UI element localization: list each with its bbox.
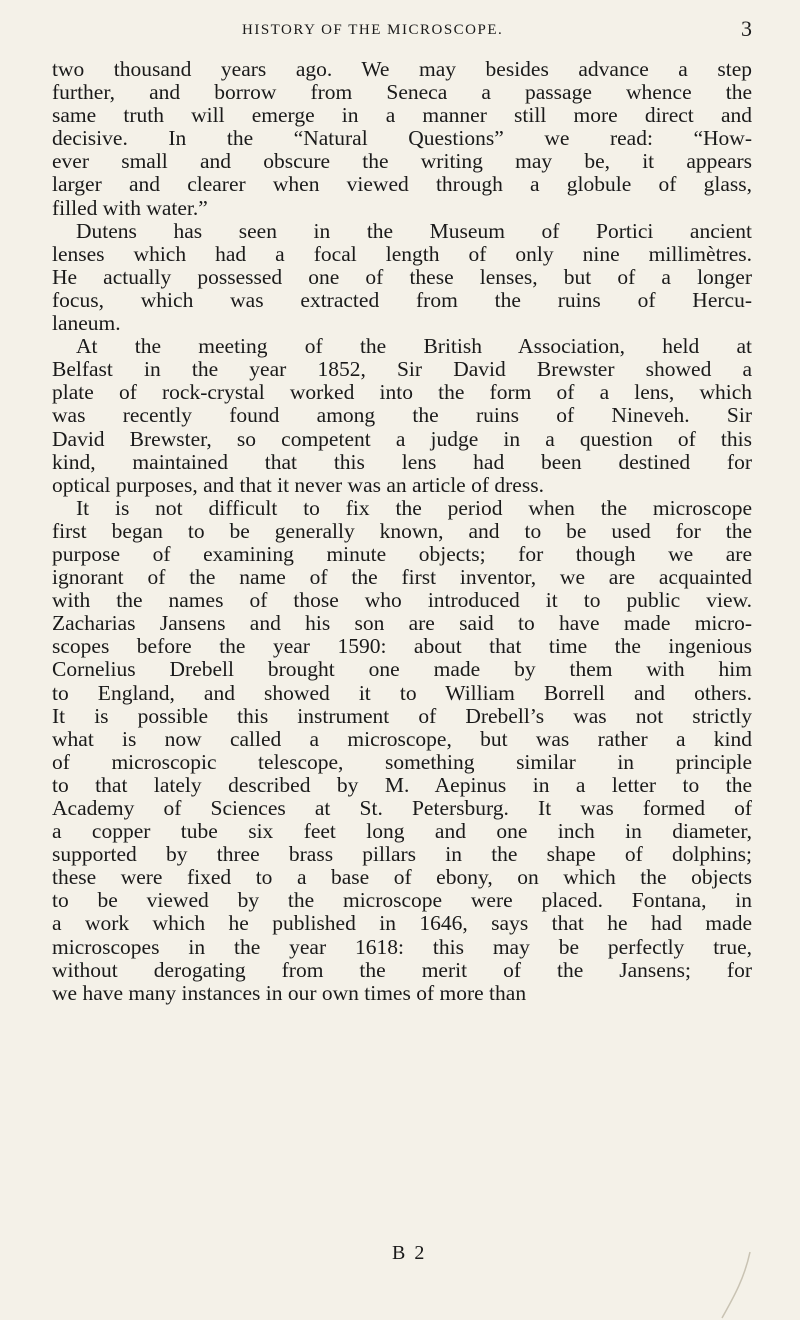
text-line: what is now called a microscope, but was rather a kind bbox=[52, 727, 752, 751]
signature-mark: B 2 bbox=[392, 1242, 427, 1264]
text-line: these were fixed to a base of ebony, on which the objects bbox=[52, 866, 752, 890]
paragraph bbox=[52, 220, 752, 335]
text-line: larger and clearer when viewed through a globule of glass, bbox=[52, 173, 752, 197]
text-line: laneum. bbox=[52, 312, 121, 336]
text-line: a work which he published in 1646, says that he had made bbox=[52, 912, 752, 936]
text-line: plate of rock-crystal worked into the form of a lens, which bbox=[52, 381, 752, 405]
text-line: further, and borrow from Seneca a passage whence the bbox=[52, 81, 752, 105]
text-line: ever small and obscure the writing may be, it appears bbox=[52, 150, 752, 174]
text-line: Dutens has seen in the Museum of Portici ancient bbox=[76, 219, 752, 243]
text-line: purpose of examining minute objects; for though we are bbox=[52, 542, 752, 566]
paragraph bbox=[52, 497, 752, 1005]
text-line: Cornelius Drebell brought one made by them with him bbox=[52, 658, 752, 682]
text-line: filled with water.” bbox=[52, 196, 208, 220]
body-text bbox=[52, 58, 752, 1005]
text-line: focus, which was extracted from the ruins of Hercu- bbox=[52, 288, 752, 312]
text-line: Belfast in the year 1852, Sir David Brewster showed a bbox=[52, 358, 752, 382]
text-line: supported by three brass pillars in the shape of dolphins; bbox=[52, 843, 752, 867]
text-line: Academy of Sciences at St. Petersburg. It was formed of bbox=[52, 797, 752, 820]
text-line: to England, and showed it to William Borrell and others. bbox=[52, 681, 752, 705]
page-number: 3 bbox=[741, 16, 752, 41]
text-line: microscopes in the year 1618: this may be perfectly true, bbox=[52, 935, 752, 959]
text-line: two thousand years ago. We may besides advance a step bbox=[52, 58, 752, 81]
text-line: first began to be generally known, and to be used for the bbox=[52, 519, 752, 543]
text-line: ignorant of the name of the first inventor, we are acquainted bbox=[52, 566, 752, 590]
text-line: to be viewed by the microscope were placed. Fontana, in bbox=[52, 889, 752, 913]
text-line: we have many instances in our own times of more than bbox=[52, 981, 527, 1005]
text-line: Zacharias Jansens and his son are said to have made micro- bbox=[52, 612, 752, 636]
running-title: HISTORY OF THE MICROSCOPE. bbox=[242, 22, 504, 38]
text-line: to that lately described by M. Aepinus in a letter to the bbox=[52, 773, 752, 797]
text-line: lenses which had a focal length of only nine millimètres. bbox=[52, 242, 752, 266]
paragraph bbox=[52, 335, 752, 497]
text-line: with the names of those who introduced it to public view. bbox=[52, 589, 752, 613]
running-head bbox=[52, 10, 752, 46]
text-line: scopes before the year 1590: about that time the ingenious bbox=[52, 635, 752, 659]
paragraph bbox=[52, 58, 752, 220]
text-line: was recently found among the ruins of Nineveh. Sir bbox=[52, 404, 752, 428]
text-line: same truth will emerge in a manner still more direct and bbox=[52, 104, 752, 128]
text-line: kind, maintained that this lens had been destined for bbox=[52, 450, 752, 474]
text-line: decisive. In the “Natural Questions” we read: “How- bbox=[52, 127, 752, 151]
text-line: It is possible this instrument of Drebell’s was not strictly bbox=[52, 704, 752, 728]
text-line: of microscopic telescope, something similar in principle bbox=[52, 750, 752, 774]
text-line: without derogating from the merit of the Jansens; for bbox=[52, 958, 752, 982]
text-line: David Brewster, so competent a judge in a question of this bbox=[52, 427, 752, 451]
text-line: optical purposes, and that it never was an article of dress. bbox=[52, 473, 544, 497]
text-line: a copper tube six feet long and one inch in diameter, bbox=[52, 820, 752, 844]
book-page bbox=[52, 0, 752, 1320]
text-line: At the meeting of the British Association, held at bbox=[76, 335, 752, 359]
text-line: It is not difficult to fix the period when the microscope bbox=[76, 496, 752, 520]
page-corner-stroke-icon bbox=[692, 1250, 752, 1320]
text-line: He actually possessed one of these lenses, but of a longer bbox=[52, 265, 752, 289]
